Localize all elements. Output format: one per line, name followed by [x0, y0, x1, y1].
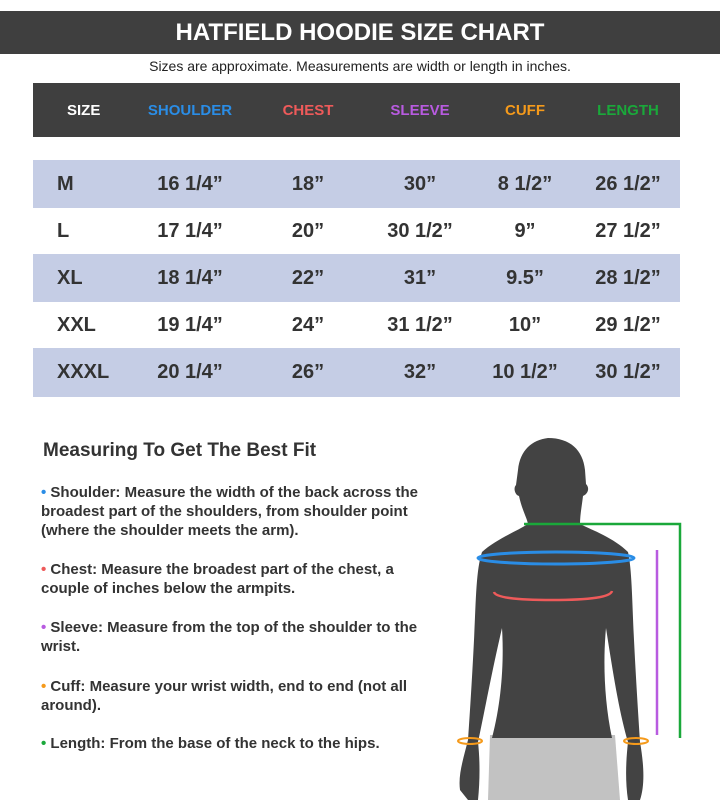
measurement-cell: 9” — [514, 219, 536, 242]
measurement-cell: 17 1/4” — [157, 219, 223, 242]
guide-title: Measuring To Get The Best Fit — [43, 440, 317, 461]
measurement-cell: 18 1/4” — [157, 266, 223, 289]
column-header-chest: CHEST — [282, 101, 334, 119]
size-cell: XL — [57, 266, 83, 289]
measurement-cell: 20 1/4” — [157, 361, 223, 383]
measurement-cell: 28 1/2” — [595, 266, 661, 289]
size-cell: L — [57, 219, 70, 242]
measurement-cell: 18” — [291, 172, 325, 195]
tip-text: Shoulder: Measure the width of the back across the broadest part of the shoulders, from shoulder point (where the shoulder meets the arm). — [41, 484, 418, 539]
pants-shape — [488, 735, 620, 800]
measurement-cell: 9.5” — [506, 266, 544, 289]
size-cell: M — [57, 172, 74, 195]
measurement-cell: 32” — [403, 361, 437, 383]
tip-text: Cuff: Measure your wrist width, end to end (not all around). — [41, 678, 408, 714]
measurement-cell: 26 1/2” — [595, 172, 661, 195]
size-cell: XXXL — [57, 361, 110, 383]
measurement-cell: 26” — [291, 361, 325, 383]
measurement-cell: 24” — [291, 313, 325, 336]
measurement-cell: 30 1/2” — [595, 361, 661, 383]
bullet-icon: • — [41, 561, 51, 578]
measurement-cell: 19 1/4” — [157, 313, 223, 336]
column-header-shoulder: SHOULDER — [147, 101, 233, 119]
measurement-cell: 31” — [403, 266, 437, 289]
tip-text: Length: From the base of the neck to the hips. — [50, 735, 380, 752]
bullet-icon: • — [41, 735, 51, 752]
bullet-icon: • — [41, 678, 51, 695]
measurement-cell: 16 1/4” — [157, 172, 223, 195]
measurement-cell: 10” — [508, 313, 542, 336]
tip-text: Chest: Measure the broadest part of the chest, a couple of inches below the armpits. — [41, 561, 394, 597]
column-header-length: LENGTH — [597, 101, 659, 119]
bullet-icon: • — [41, 619, 51, 636]
measurement-cell: 30” — [403, 172, 437, 195]
measurement-cell: 8 1/2” — [497, 172, 553, 195]
measurement-cell: 29 1/2” — [595, 313, 661, 336]
bullet-icon: • — [41, 484, 51, 501]
column-header-sleeve: SLEEVE — [390, 101, 450, 119]
page-title: HATFIELD HOODIE SIZE CHART — [0, 11, 720, 54]
size-cell: XXL — [57, 313, 96, 336]
measurement-cell: 20” — [291, 219, 325, 242]
measurement-cell: 31 1/2” — [387, 313, 453, 336]
measurement-cell: 10 1/2” — [492, 361, 558, 383]
tip-text: Sleeve: Measure from the top of the shoulder to the wrist. — [41, 619, 418, 655]
column-header-size: SIZE — [67, 101, 101, 119]
subtitle: Sizes are approximate. Measurements are width or length in inches. — [149, 58, 571, 74]
column-header-cuff: CUFF — [505, 101, 545, 119]
measurement-cell: 30 1/2” — [387, 219, 453, 242]
measurement-cell: 27 1/2” — [595, 219, 661, 242]
measurement-cell: 22” — [291, 266, 325, 289]
